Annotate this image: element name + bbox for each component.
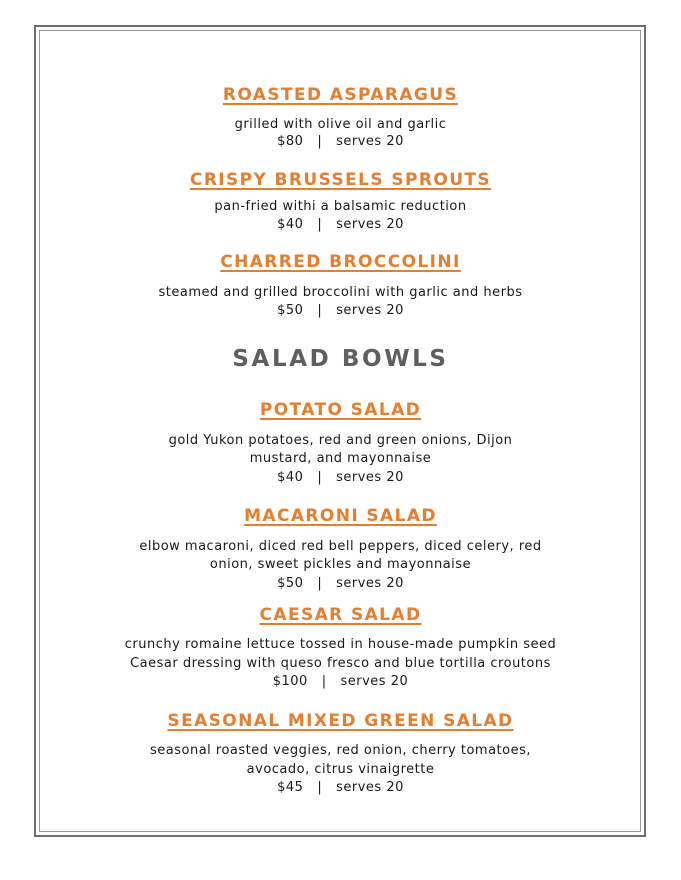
item-price-caesar-salad: $100 | serves 20: [272, 674, 409, 689]
price: $45: [277, 780, 304, 795]
item-description-caesar-salad-line2: Caesar dressing with queso fresco and blue tortilla croutons: [130, 656, 551, 671]
serves: serves 20: [336, 470, 404, 485]
item-price-charred-broccolini: $50 | serves 20: [277, 303, 404, 318]
item-price-macaroni-salad: $50 | serves 20: [277, 576, 404, 591]
section-heading-salad-bowls: SALAD BOWLS: [232, 346, 449, 372]
serves: serves 20: [336, 780, 404, 795]
item-description-roasted-asparagus: grilled with olive oil and garlic: [234, 117, 447, 132]
item-price-roasted-asparagus: $80 | serves 20: [277, 134, 404, 149]
price: $40: [277, 217, 304, 232]
serves: serves 20: [336, 134, 404, 149]
item-description-seasonal-mixed-green-salad: seasonal roasted veggies, red onion, cherry tomatoes,: [150, 743, 531, 758]
price: $50: [277, 303, 304, 318]
item-title-crispy-brussels-sprouts: CRISPY BRUSSELS SPROUTS: [189, 170, 492, 190]
price: $40: [277, 470, 304, 485]
item-description-potato-salad-line2: mustard, and mayonnaise: [249, 451, 432, 466]
item-price-seasonal-mixed-green-salad: $45 | serves 20: [277, 780, 404, 795]
serves: serves 20: [340, 674, 409, 689]
item-description-macaroni-salad: elbow macaroni, diced red bell peppers, diced celery, red: [139, 539, 542, 554]
item-description-seasonal-mixed-green-salad-line2: avocado, citrus vinaigrette: [246, 762, 435, 777]
serves: serves 20: [336, 303, 404, 318]
item-description-macaroni-salad-line2: onion, sweet pickles and mayonnaise: [209, 557, 472, 572]
item-price-crispy-brussels-sprouts: $40 | serves 20: [277, 217, 404, 232]
item-title-caesar-salad: CAESAR SALAD: [259, 605, 422, 625]
item-title-charred-broccolini: CHARRED BROCCOLINI: [220, 252, 461, 272]
item-description-crispy-brussels-sprouts: pan-fried withi a balsamic reduction: [214, 199, 467, 214]
item-description-potato-salad: gold Yukon potatoes, red and green onions, Dijon: [168, 433, 513, 448]
price: $80: [277, 134, 304, 149]
serves: serves 20: [336, 576, 404, 591]
item-title-potato-salad: POTATO SALAD: [259, 400, 422, 420]
price: $50: [277, 576, 304, 591]
item-title-roasted-asparagus: ROASTED ASPARAGUS: [222, 85, 459, 105]
item-description-charred-broccolini: steamed and grilled broccolini with garlic and herbs: [158, 285, 523, 300]
item-title-macaroni-salad: MACARONI SALAD: [244, 506, 437, 526]
item-price-potato-salad: $40 | serves 20: [277, 470, 404, 485]
price: $100: [272, 674, 308, 689]
serves: serves 20: [336, 217, 404, 232]
item-title-seasonal-mixed-green-salad: SEASONAL MIXED GREEN SALAD: [167, 711, 514, 731]
item-description-caesar-salad: crunchy romaine lettuce tossed in house-made pumpkin seed: [124, 637, 557, 652]
